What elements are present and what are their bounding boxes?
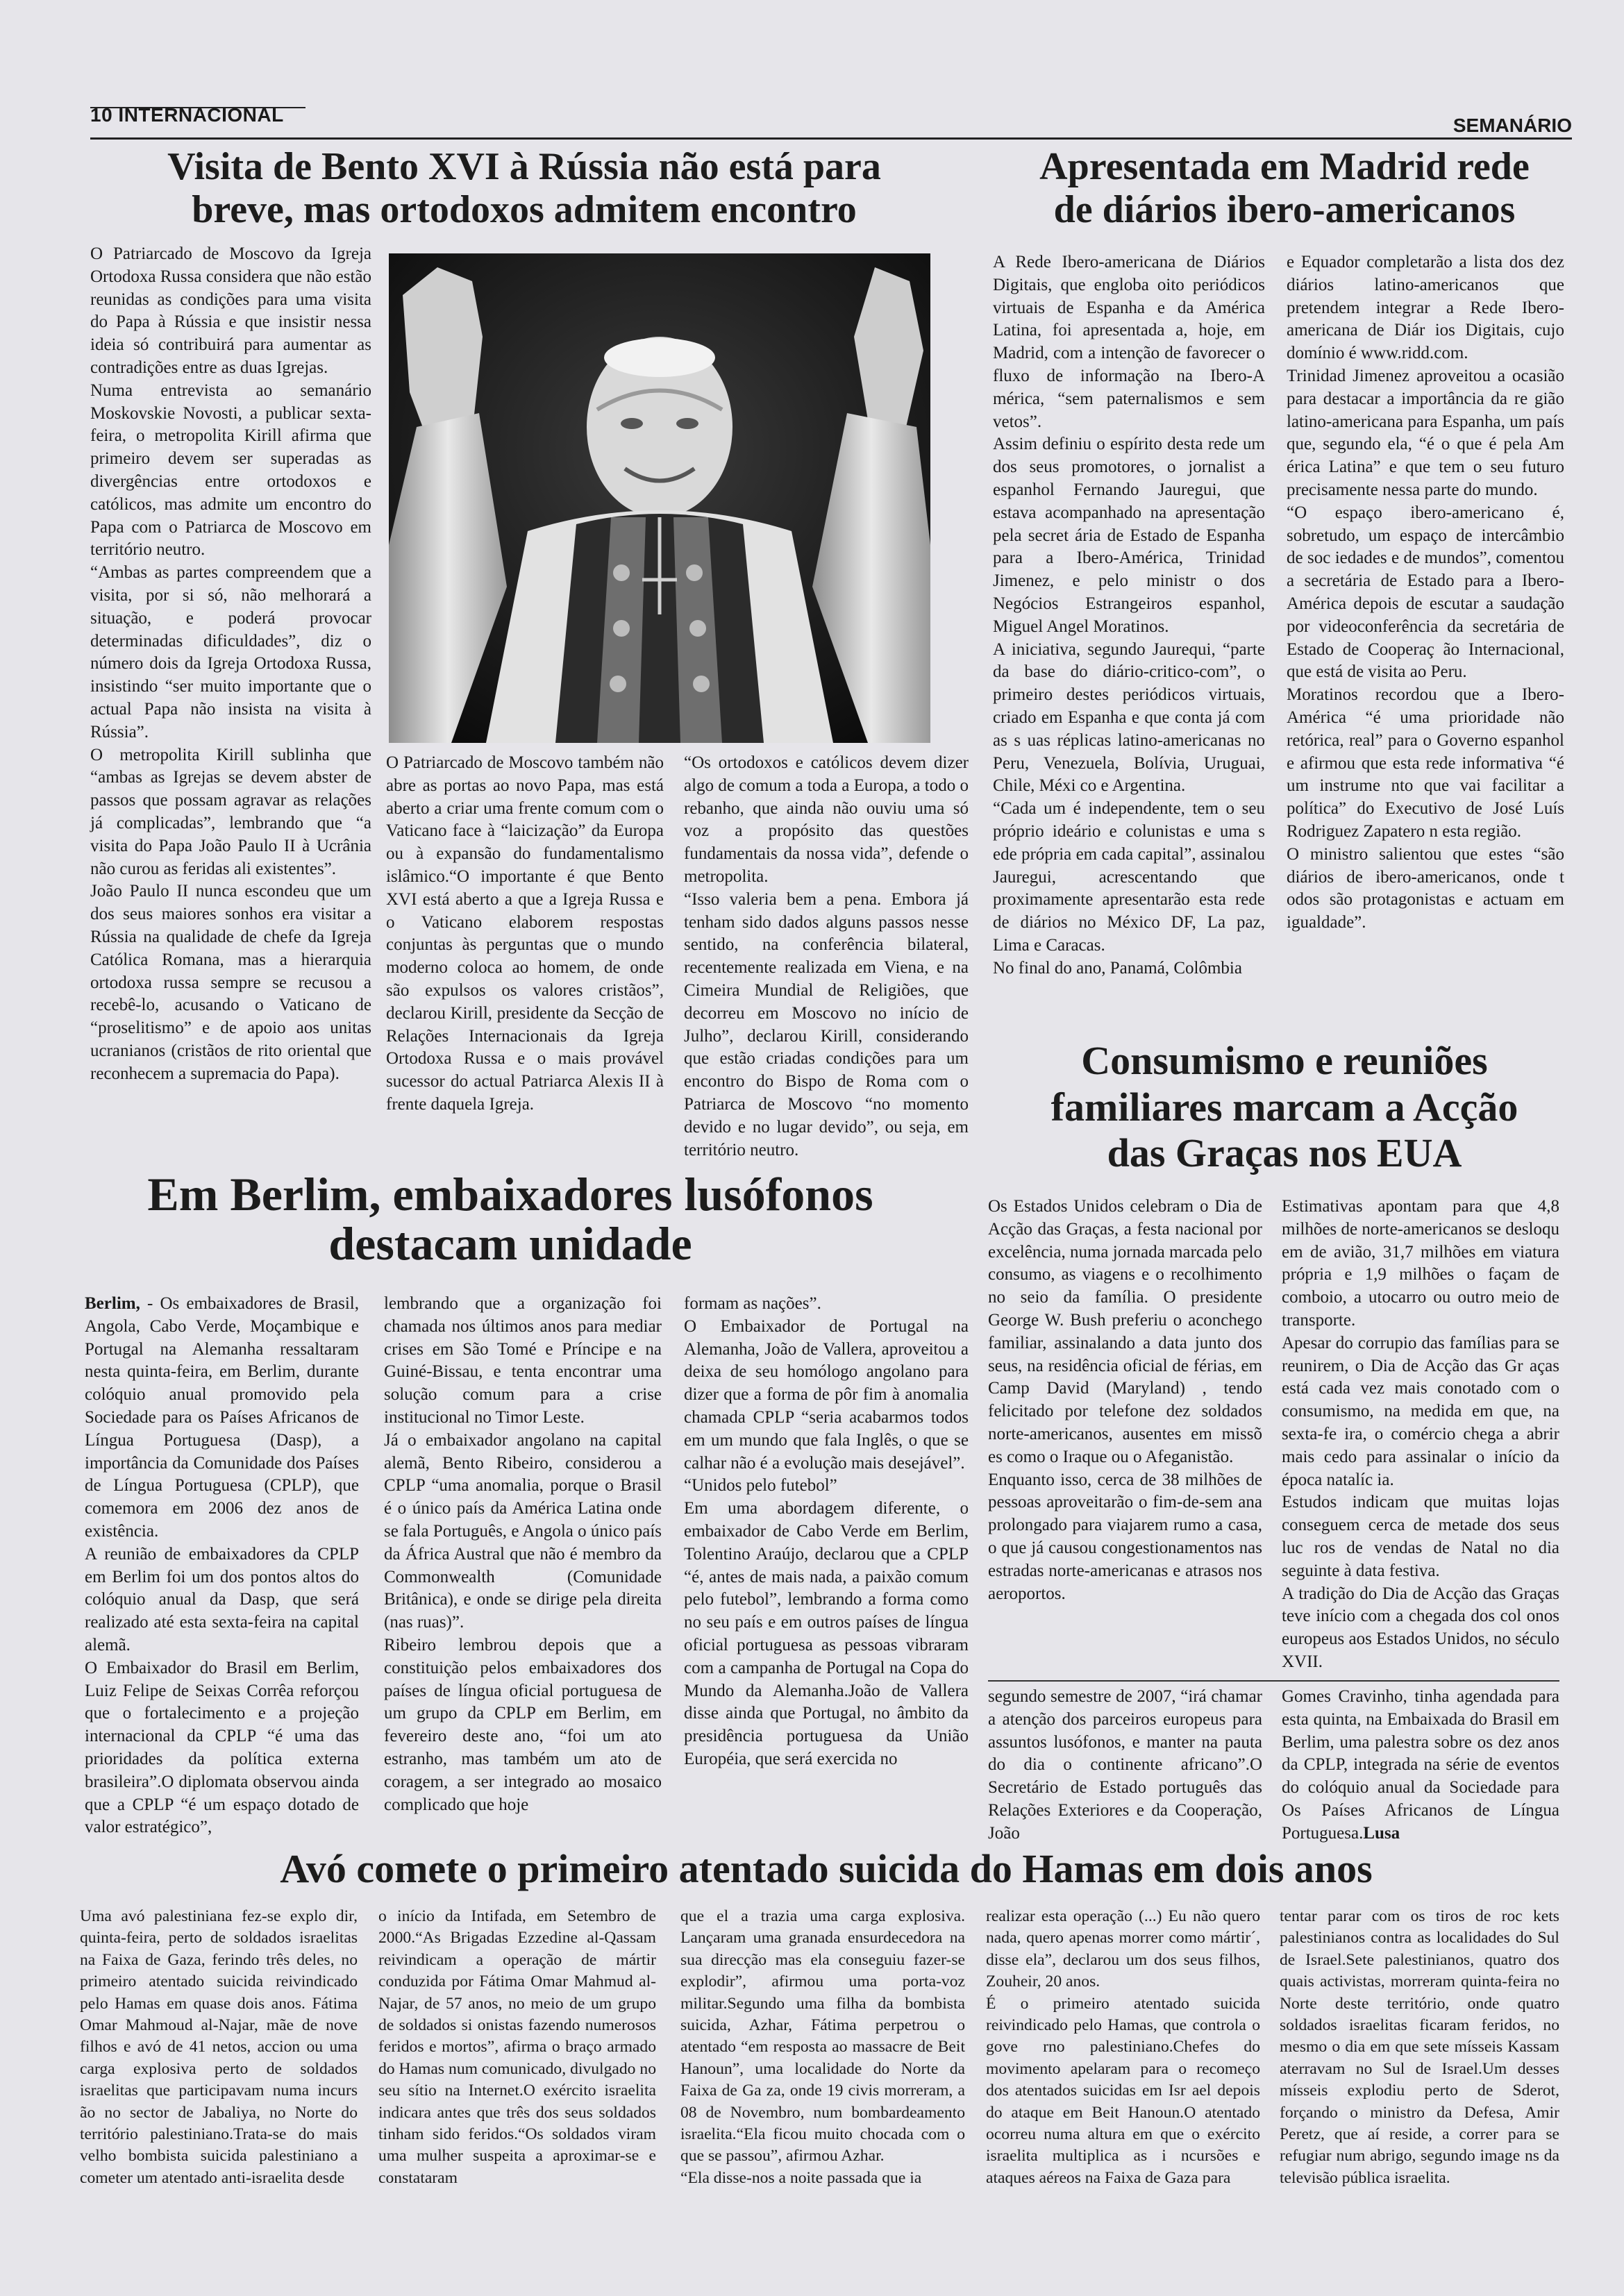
article-1-headline-line-2: breve, mas ortodoxos admitem encontro	[192, 187, 857, 231]
paragraph-text: Gomes Cravinho, tinha agendada para esta quinta, na Embaixada do Brasil em Berlim, uma palestra sobre os dez anos da CPLP, integrada na série de eventos do colóquio anual da Sociedade para Os Países Africanos de Língua Portuguesa.	[1282, 1687, 1559, 1843]
paragraph: Estudos indicam que muitas lojas conseguem cerca de metade dos seus luc ros de vendas de Natal no dia seguinte à data festiva.	[1282, 1493, 1559, 1580]
paragraph: O metropolita Kirill sublinha que “ambas as Igrejas se devem abster de passos que possam agravar as relações já complicadas”, lembrando que “a visita do Papa João Paulo II à Ucrânia não curou as feridas ali existentes”.	[90, 745, 371, 878]
article-2-headline-line-2: de diários ibero-americanos	[1053, 187, 1516, 231]
pope-photo	[389, 253, 930, 743]
paragraph: segundo semestre de 2007, “irá chamar a atenção dos parceiros europeus para assuntos lusófonos, e manter na pauta do dia o continente africano”.O Secretário de Estado português das Relações Exteriores e da Cooperação, João	[988, 1687, 1262, 1843]
article-3-column-2	[384, 1293, 662, 1816]
paragraph: Trinidad Jimenez aproveitou a ocasião para destacar a importância da re gião latino-americana para Espanha, um país que, segundo ela, “é o que é pela Am érica Latina” e que tem o seu futuro precisamente nessa parte do mundo.	[1287, 366, 1564, 499]
article-5-column-4	[986, 1906, 1260, 2189]
article-5-headline-text: Avó comete o primeiro atentado suicida do Hamas em dois anos	[280, 1846, 1373, 1891]
paragraph: tentar parar com os tiros de roc kets palestinianos contra as localidades do Sul de Israel.Sete palestinianos, quatro dos quais activistas, morreram quinta-feira no Norte deste território, onde quatro soldados israelitas ficaram feridos, no mesmo o dia em que sete mísseis Kassam aterravam no Sul de Israel.Um desses mísseis explodiu perto de Sderot, forçando o ministro da Defesa, Amir Peretz, que aí reside, a correr para se refugiar num abrigo, segundo image ns da televisão pública israelita.	[1280, 1907, 1559, 2187]
paragraph	[1282, 1686, 1559, 1845]
article-3-column-4	[988, 1686, 1262, 1845]
paragraph: É o primeiro atentado suicida reivindicado pelo Hamas, que controla o gove rno palestiniano.Chefes do movimento apelaram para o recomeço dos atentados suicidas em Isr ael depois do ataque em Beit Hanoun.O atentado ocorreu numa altura em que o exército israelita multiplica as i ncursões e ataques aéreos na Faixa de Gaza para	[986, 1994, 1260, 2187]
paragraph: O Patriarcado de Moscovo da Igreja Ortodoxa Russa considera que não estão reunidas as condições para uma visita do Papa à Rússia e que insistir nessa ideia só contribuirá para aumentar as contradições entre as duas Igrejas.	[90, 244, 371, 377]
paragraph: O Patriarcado de Moscovo também não abre as portas ao novo Papa, mas está aberto a criar uma frente comum com o Vaticano face à “laicização” da Europa ou à expansão do fundamentalismo islâmico.“O importante é que Bento XVI está aberto a que a Igreja Russa e o Vaticano elaborem respostas conjuntas às perguntas que o mundo moderno coloca ao homem, de onde são expulsos os valores cristãos”, declarou Kirill, presidente da Secção de Relações Internacionais da Igreja Ortodoxa Russa e o mais provável sucessor do actual Patriarca Alexis II à frente daquela Igreja.	[386, 753, 664, 1114]
article-4-column-2	[1282, 1196, 1559, 1674]
article-1-column-1	[90, 243, 371, 1085]
paragraph	[85, 1293, 359, 1543]
paragraph: e Equador completarão a lista dos dez diários latino-americanos que pretendem integrar a Rede Ibero-americana de Diár ios Digitais, cujo domínio é www.ridd.com.	[1287, 253, 1564, 363]
paragraph: “Ambas as partes compreendem que a visita, por si só, não melhorará a situação, e poderá provocar determinadas dificuldades”, diz o número dois da Igreja Ortodoxa Russa, insistindo “ser muito importante que o actual Papa não insista na visita à Rússia”.	[90, 563, 371, 741]
dateline: Berlim,	[85, 1294, 140, 1313]
header-rule	[90, 137, 1572, 140]
paragraph: No final do ano, Panamá, Colômbia	[993, 958, 1242, 978]
paragraph: Estimativas apontam para que 4,8 milhões de norte-americanos se desloqu em de avião, 31,7 milhões em viatura própria e 1,9 milhões o façam de comboio, a utocarro ou outro meio de transporte.	[1282, 1197, 1559, 1330]
paragraph: “Os ortodoxos e católicos devem dizer algo de comum a toda a Europa, a todo o rebanho, que ainda não ouviu uma só voz a propósito das questões fundamentais da nossa vida”, defende o metropolita.	[684, 753, 969, 886]
paragraph: lembrando que a organização foi chamada nos últimos anos para mediar crises em São Tomé e Príncipe e na Guiné-Bissau, e tenta encontrar uma solução comum para a crise institucional no Timor Leste.	[384, 1294, 662, 1427]
paragraph: O Embaixador do Brasil em Berlim, Luiz Felipe de Seixas Corrêa reforçou que o fortalecimento e a projeção internacional da CPLP “é uma das prioridades da política externa brasileira”.O diplomata observou ainda que a CPLP “é um espaço dotado de valor estratégico”,	[85, 1658, 359, 1837]
pope-photo-illustration	[389, 253, 930, 743]
article-5-headline	[83, 1847, 1569, 1891]
article-2-headline-line-1: Apresentada em Madrid rede	[1039, 145, 1530, 188]
paragraph: Apesar do corrupio das famílias para se reunirem, o Dia de Acção das Gr aças está cada vez mais conotado com o consumismo, na medida em que, na sexta-fe ira, o comércio chega a abrir mais cedo para assinalar o início da época natalíc ia.	[1282, 1333, 1559, 1489]
article-1-headline-line-1: Visita de Bento XVI à Rússia não está para	[167, 145, 881, 188]
paragraph: A iniciativa, segundo Jaurequi, “parte da base do diário-critico-com”, o primeiro destes periódicos virtuais, criado em Espanha e que conta já com as s uas réplicas latino-americanas no Peru, Venezuela, Bolívia, Uruguai, Chile, Méxi co e Argentina.	[993, 639, 1265, 796]
article-2-column-2	[1287, 251, 1564, 935]
paragraph: “Ela disse-nos a noite passada que ia	[680, 2168, 922, 2187]
article-4-column-1	[988, 1196, 1262, 1605]
paragraph: A tradição do Dia de Acção das Graças teve início com a chegada dos col onos europeus aos Estados Unidos, no século XVII.	[1282, 1584, 1559, 1671]
article-3-column-1	[85, 1293, 359, 1839]
article-5-column-3	[680, 1906, 965, 2189]
paragraph: A Rede Ibero-americana de Diários Digitais, que engloba oito periódicos virtuais de Espanha e da América Latina, foi apresentada a, hoje, em Madrid, com a intenção de favorecer o fluxo de informação na Ibero-A mérica, “sem paternalismos e sem vetos”.	[993, 253, 1265, 431]
paragraph: João Paulo II nunca escondeu que um dos seus maiores sonhos era visitar a Rússia na qualidade de chefe da Igreja Católica Romana, mas a hierarquia ortodoxa russa sempre se recusou a recebê-lo, acusando o Vaticano de “proselitismo” e de apoio aos unitas ucranianos (cristãos de rito oriental que reconhecem a supremacia do Papa).	[90, 882, 371, 1083]
paragraph: Os Estados Unidos celebram o Dia de Acção das Graças, a festa nacional por excelência, numa jornada marcada pelo consumo, as viagens e o recolhimento no seio da família. O presidente George W. Bush preferiu o aconchego familiar, assinalando a data junto dos seus, na residência oficial de férias, em Camp David (Maryland) , tendo felicitado por telefone dez soldados norte-americanos, ausentes em missõ es como o Iraque ou o Afeganistão.	[988, 1197, 1262, 1466]
paragraph: Em uma abordagem diferente, o embaixador de Cabo Verde em Berlim, Tolentino Araújo, declarou que a CPLP “é, antes de mais nada, a paixão comum pelo futebol”, lembrando a forma como no seu país e em outros países de língua oficial portuguesa as pessoas vibraram com a campanha de Portugal na Copa do Mundo da Alemanha.João de Vallera disse ainda que Portugal, no âmbito da presidência portuguesa da União Européia, que será exercida no	[684, 1499, 969, 1768]
article-2-column-1	[993, 251, 1265, 980]
article-3-headline	[90, 1170, 930, 1269]
paragraph: Enquanto isso, cerca de 38 milhões de pessoas aproveitarão o fim-de-sem ana prolongado para viajarem rumo a casa, o que já causou congestionamentos nas estradas norte-americanas e atrasos nos aeroportos.	[988, 1470, 1262, 1603]
article-2-headline	[986, 146, 1583, 231]
article-4-headline	[986, 1038, 1583, 1177]
article-5-column-2	[378, 1906, 656, 2189]
article-4-headline-line-3: das Graças nos EUA	[1107, 1130, 1462, 1176]
article-3-column-5	[1282, 1686, 1559, 1845]
article-1-column-3	[684, 752, 969, 1162]
paragraph: A reunião de embaixadores da CPLP em Berlim foi um dos pontos altos do colóquio anual da Dasp, que será realizado até esta sexta-feira na capital alemã.	[85, 1544, 359, 1654]
article-3-column-3	[684, 1293, 969, 1771]
paragraph: o início da Intifada, em Setembro de 2000.“As Brigadas Ezzedine al-Qassam reivindicam a operação de mártir conduzida por Fátima Omar Mahmud al-Najar, de 57 anos, no meio de um grupo de soldados si onistas fazendo numerosos feridos e mortos”, afirma o braço armado do Hamas num comunicado, divulgado no seu sítio na Internet.O exército israelita indicara antes que três dos seus soldados tinham sido feridos.“Os soldados viram uma mulher suspeita a aproximar-se e constataram	[378, 1907, 656, 2187]
paragraph: Moratinos recordou que a Ibero-América “é uma prioridade não retórica, real” para o Governo espanhol e afirmou que esta rede informativa “é um instrume nto que vai facilitar a política” do Executivo de José Luís Rodriguez Zapatero n esta região.	[1287, 685, 1564, 841]
paragraph: Assim definiu o espírito desta rede um dos seus promotores, o jornalist a espanhol Fernando Jauregui, que estava acompanhado na apresentação pela secret ária de Estado de Espanha para a Ibero-América, Trinidad Jimenez, e pelo ministr o dos Negócios Estrangeiros espanhol, Miguel Angel Moratinos.	[993, 435, 1265, 636]
paragraph-text: - Os embaixadores de Brasil, Angola, Cabo Verde, Moçambique e Portugal na Alemanha ressaltaram nesta quinta-feira, em Berlim, durante colóquio anual promovido pela Sociedade para os Países Africanos de Língua Portuguesa (Dasp), a importância da Comunidade dos Países de Língua Portuguesa (CPLP), que comemora em 2006 dez anos de existência.	[85, 1294, 359, 1541]
article-3-headline-line-1: Em Berlim, embaixadores lusófonos	[147, 1168, 873, 1221]
section-label: 10 INTERNACIONAL	[90, 104, 284, 126]
paragraph: formam as nações”.	[684, 1294, 821, 1313]
paragraph: realizar esta operação (...) Eu não quero nada, quero apenas morrer como mártir´, disse ela”, declarou um dos seus filhos, Zouheir, 20 anos.	[986, 1907, 1260, 1991]
paragraph: Já o embaixador angolano na capital alemã, Bento Ribeiro, considerou a CPLP “uma anomalia, porque o Brasil é o único país da América Latina onde se fala Português, e Angola o único país da África Austral que não é membro da Commonwealth (Comunidade Britânica), e onde se dirige pela direita (nas ruas)”.	[384, 1430, 662, 1632]
paragraph: O Embaixador de Portugal na Alemanha, João de Vallera, aproveitou a deixa de seu homólogo angolano para dizer que a forma de pôr fim à anomalia chamada CPLP “seria acabarmos todos em um mundo que fala Inglês, o que se calhar não é a evolução mais desejável”.	[684, 1316, 969, 1473]
paragraph: O ministro salientou que estes “são diários de ibero-americanos, onde t odos são protagonistas e actuam em igualdade”.	[1287, 844, 1564, 932]
article-5-column-5	[1280, 1906, 1559, 2189]
article-4-bottom-rule	[988, 1680, 1559, 1682]
paragraph: “Isso valeria bem a pena. Embora já tenham sido dados alguns passos nesse sentido, na conferência bilateral, recentemente realizada em Viena, e na Cimeira Mundial de Religiões, que decorreu em Moscovo no início de Julho”, declarou Kirill, considerando que estão criadas condições para um encontro do Bispo de Roma com o Patriarca de Moscovo “no momento devido e no lugar devido”, ou seja, em território neutro.	[684, 889, 969, 1159]
article-4-headline-line-1: Consumismo e reuniões	[1081, 1038, 1488, 1083]
paragraph: “O espaço ibero-americano é, sobretudo, um espaço de intercâmbio de soc iedades e de mundos”, comentou a secretária de Estado para a Ibero-América depois de escutar a saudação por videoconferência da secretária de Estado de Cooperaç ão Internacional, que está de visita ao Peru.	[1287, 503, 1564, 682]
paragraph: “Unidos pelo futebol”	[684, 1476, 837, 1495]
paragraph: Uma avó palestiniana fez-se explo dir, quinta-feira, perto de soldados israelitas na Faixa de Gaza, ferindo três deles, no primeiro atentado suicida reivindicado pelo Hamas em quase dois anos. Fátima Omar Mahmoud al-Najar, mãe de nove filhos e avó de 41 netos, accion ou uma carga explosiva perto de soldados israelitas que participavam numa incurs ão no sector de Jabaliya, no Norte do território palestiniano.Trata-se do mais velho bombista suicida palestiniano a cometer um atentado anti-israelita desde	[80, 1907, 358, 2187]
paper-name: SEMANÁRIO	[1453, 115, 1572, 136]
article-4-headline-line-2: familiares marcam a Acção	[1050, 1084, 1518, 1130]
article-3-headline-line-2: destacam unidade	[328, 1217, 692, 1271]
article-1-column-2	[386, 752, 664, 1116]
paragraph: Ribeiro lembrou depois que a constituição pelos embaixadores dos países de língua oficial portuguesa de um grupo da CPLP em Berlim, em fevereiro deste ano, “foi um ato estranho, mas também um ato de coragem, a ser integrado ao mosaico complicado que hoje	[384, 1635, 662, 1814]
paragraph: que el a trazia uma carga explosiva. Lançaram uma granada ensurdecedora na sua direcção mas ela conseguiu fazer-se explodir”, afirmou uma porta-voz militar.Segundo uma filha da bombista suicida, Azhar, Fátima perpetrou o atentado “em resposta ao massacre de Beit Hanoun”, uma localidade do Norte da Faixa de Ga za, onde 19 civis morreram, a 08 de Novembro, num bombardeamento israelita.“Ela ficou muito chocada com o que se passou”, afirmou Azhar.	[680, 1907, 965, 2165]
paragraph: “Cada um é independente, tem o seu próprio ideário e colunistas e uma s ede própria em cada capital”, assinalou Jauregui, acrescentando que proximamente apresentarão esta rede de diários no México DF, La paz, Lima e Caracas.	[993, 799, 1265, 955]
paragraph: Numa entrevista ao semanário Moskovskie Novosti, a publicar sexta-feira, o metropolita Kirill afirma que primeiro devem ser superadas as divergências entre ortodoxos e católicos, mas admite um encontro do Papa com o Patriarca de Moscovo em território neutro.	[90, 380, 371, 560]
agency-credit: Lusa	[1363, 1823, 1400, 1843]
article-5-column-1	[80, 1906, 358, 2189]
article-1-headline	[104, 146, 944, 231]
